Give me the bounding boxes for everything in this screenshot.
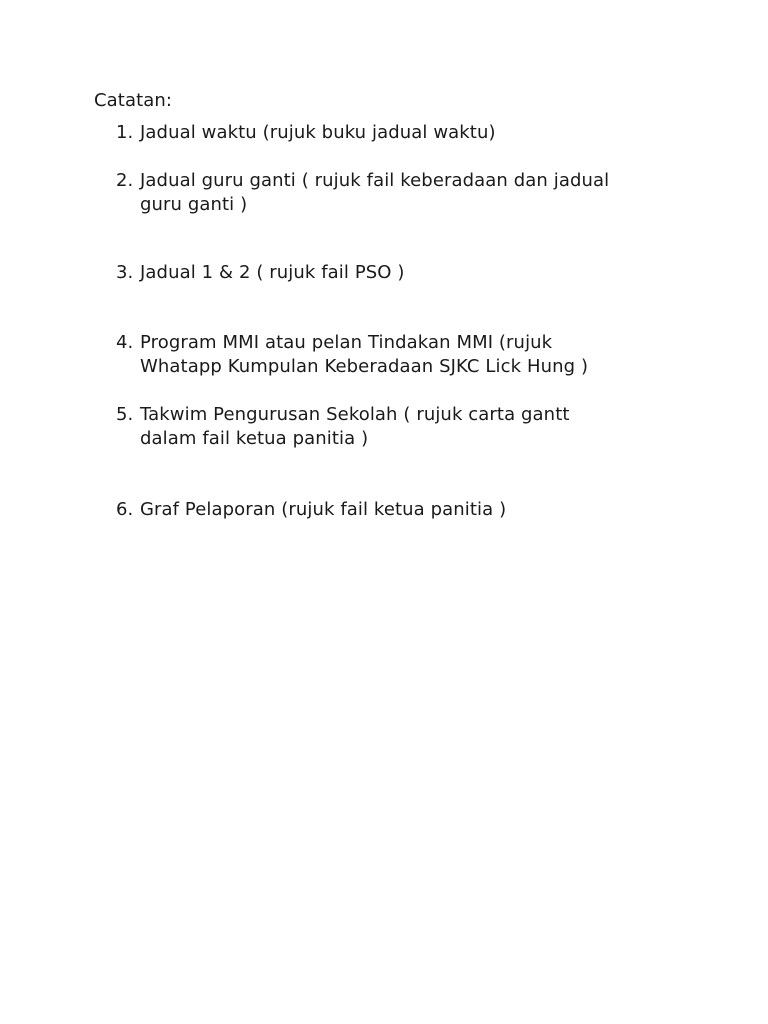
list-item-number: 2. (116, 170, 134, 191)
list-item-number: 4. (116, 332, 134, 353)
list-item (116, 121, 716, 145)
list-item-text: Program MMI atau pelan Tindakan MMI (rujuk Whatapp Kumpulan Keberadaan SJKC Lick Hung ) (140, 332, 589, 377)
list-item (116, 169, 716, 217)
list-item (116, 261, 716, 285)
list-item-number: 6. (116, 499, 134, 520)
list-item (116, 331, 716, 379)
list-item-text: Jadual guru ganti ( rujuk fail keberadaan dan jadual guru ganti ) (140, 170, 610, 215)
list-item (116, 498, 716, 522)
list-item-number: 5. (116, 404, 134, 425)
notes-heading: Catatan: (94, 90, 173, 111)
list-item-text: Jadual 1 & 2 ( rujuk fail PSO ) (140, 262, 405, 283)
list-item-text: Jadual waktu (rujuk buku jadual waktu) (140, 122, 496, 143)
list-item-text: Graf Pelaporan (rujuk fail ketua panitia ) (140, 499, 507, 520)
list-item (116, 403, 716, 451)
list-item-text: Takwim Pengurusan Sekolah ( rujuk carta gantt dalam fail ketua panitia ) (140, 404, 570, 449)
list-item-number: 1. (116, 122, 134, 143)
list-item-number: 3. (116, 262, 134, 283)
